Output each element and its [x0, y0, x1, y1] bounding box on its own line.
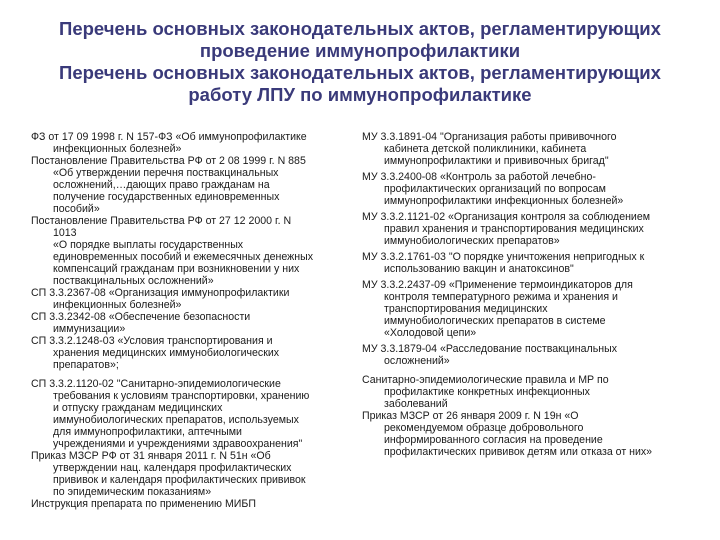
- title-line-3: Перечень основных законодательных актов, регламентирующих: [59, 62, 661, 83]
- legal-act-title: СП 3.3.2.1248-03 «Условия транспортирования и: [31, 335, 273, 347]
- legal-act-line: учреждениями и учреждениями здравоохранения": [53, 438, 303, 450]
- legal-act-title: МУ 3.3.2400-08 «Контроль за работой лечебно-: [362, 171, 596, 183]
- legal-act-entry: [31, 378, 361, 450]
- legal-act-line: транспортирования медицинских: [384, 303, 548, 315]
- legal-act-title: МУ 3.3.2.2437-09 «Применение термоиндикаторов для: [362, 279, 633, 291]
- legal-act-title: СП 3.3.2.1120-02 "Санитарно-эпидемиологические: [31, 378, 281, 390]
- legal-act-line: получение государственных единовременных: [53, 191, 280, 203]
- legal-act-title: МУ 3.3.2.1761-03 "О порядке уничтожения непригодных к: [362, 251, 645, 263]
- legal-act-line: информированного согласия на проведение: [384, 434, 603, 446]
- legal-act-entry: [362, 374, 702, 410]
- legal-act-line: профилактических прививок детям или отказа от них»: [384, 446, 653, 458]
- legal-act-title: МУ 3.3.2.1121-02 «Организация контроля за соблюдением: [362, 211, 651, 223]
- title-line-1: Перечень основных законодательных актов, регламентирующих: [59, 18, 661, 39]
- legal-act-entry: [362, 211, 702, 247]
- right-column: [362, 131, 702, 458]
- legal-act-entry: [31, 450, 361, 498]
- entry-gap: [31, 371, 361, 378]
- slide-title: [0, 18, 720, 106]
- legal-act-title: Постановление Правительства РФ от 27 12 2000 г. N: [31, 215, 292, 227]
- title-line-2: проведение иммунопрофилактики: [199, 40, 521, 61]
- legal-act-line: инфекционных болезней»: [53, 143, 182, 155]
- legal-act-entry: [31, 155, 361, 215]
- legal-act-title: МУ 3.3.1891-04 "Организация работы прививочного: [362, 131, 617, 143]
- legal-act-line: препаратов»;: [53, 359, 119, 371]
- legal-act-entry: [362, 279, 702, 339]
- legal-act-line: иммунобиологических препаратов»: [384, 235, 560, 247]
- legal-act-line: «О порядке выплаты государственных: [53, 239, 244, 251]
- legal-act-line: и отпуску гражданам медицинских: [53, 402, 223, 414]
- legal-act-line: контроля температурного режима и хранения и: [384, 291, 618, 303]
- entry-gap: [362, 367, 702, 374]
- legal-act-line: пособий»: [53, 203, 100, 215]
- legal-act-line: правил хранения и транспортирования медицинских: [384, 223, 644, 235]
- left-column: [31, 131, 361, 510]
- legal-act-title: МУ 3.3.1879-04 «Расследование поствакцинальных: [362, 343, 617, 355]
- legal-act-line: иммунизации»: [53, 323, 126, 335]
- legal-act-line: профилактике конкретных инфекционных: [384, 386, 590, 398]
- legal-act-title: Постановление Правительства РФ от 2 08 1999 г. N 885: [31, 155, 306, 167]
- legal-act-line: использованию вакцин и анатоксинов": [384, 263, 574, 275]
- legal-act-line: рекомендуемом образце добровольного: [384, 422, 584, 434]
- legal-act-entry: [362, 410, 702, 458]
- title-line-4: работу ЛПУ по иммунопрофилактике: [188, 84, 532, 105]
- legal-act-line: хранения медицинских иммунобиологических: [53, 347, 280, 359]
- legal-act-title: Инструкция препарата по применению МИБП: [31, 498, 256, 510]
- legal-act-line: инфекционных болезней»: [53, 299, 182, 311]
- legal-act-line: иммунопрофилактики и прививочных бригад": [384, 155, 609, 167]
- legal-act-line: поствакцинальных осложнений»: [53, 275, 214, 287]
- legal-act-line: компенсаций гражданам при возникновении у них: [53, 263, 300, 275]
- legal-act-line: единовременных пособий и ежемесячных денежных: [53, 251, 314, 263]
- legal-act-line: требования к условиям транспортировки, хранению: [53, 390, 310, 402]
- legal-act-title: Санитарно-эпидемиологические правила и МР по: [362, 374, 609, 386]
- legal-act-line: кабинета детской поликлиники, кабинета: [384, 143, 587, 155]
- legal-act-title: ФЗ от 17 09 1998 г. N 157-ФЗ «Об иммунопрофилактике: [31, 131, 307, 143]
- legal-act-line: «Холодовой цепи»: [384, 327, 477, 339]
- legal-act-title: Приказ МЗСР РФ от 31 января 2011 г. N 51н «Об: [31, 450, 271, 462]
- legal-act-line: осложнений,…дающих право гражданам на: [53, 179, 270, 191]
- legal-act-line: иммунобиологических препаратов, используемых: [53, 414, 299, 426]
- legal-act-entry: [31, 311, 361, 335]
- legal-act-line: по эпидемическим показаниям»: [53, 486, 212, 498]
- legal-act-entry: [31, 498, 361, 510]
- legal-act-title: СП 3.3.2342-08 «Обеспечение безопасности: [31, 311, 251, 323]
- legal-act-entry: [362, 131, 702, 167]
- legal-act-line: осложнений»: [384, 355, 450, 367]
- legal-act-entry: [362, 343, 702, 367]
- legal-act-entry: [31, 131, 361, 155]
- legal-act-line: утверждении нац. календаря профилактических: [53, 462, 292, 474]
- legal-act-line: профилактических организаций по вопросам: [384, 183, 606, 195]
- legal-act-line: для иммунопрофилактики, аптечными: [53, 426, 242, 438]
- legal-act-line: иммунобиологических препаратов в системе: [384, 315, 606, 327]
- legal-act-title: СП 3.3.2367-08 «Организация иммунопрофилактики: [31, 287, 290, 299]
- legal-act-entry: [362, 251, 702, 275]
- legal-act-line: «Об утверждении перечня поствакцинальных: [53, 167, 279, 179]
- legal-act-line: иммунопрофилактики инфекционных болезней»: [384, 195, 624, 207]
- legal-act-line: заболеваний: [384, 398, 448, 410]
- legal-act-entry: [31, 287, 361, 311]
- legal-act-entry: [31, 335, 361, 371]
- legal-act-entry: [362, 171, 702, 207]
- legal-act-entry: [31, 215, 361, 287]
- legal-act-line: прививок и календаря профилактических прививок: [53, 474, 306, 486]
- legal-act-line: 1013: [53, 227, 77, 239]
- legal-act-title: Приказ МЗСР от 26 января 2009 г. N 19н «О: [362, 410, 579, 422]
